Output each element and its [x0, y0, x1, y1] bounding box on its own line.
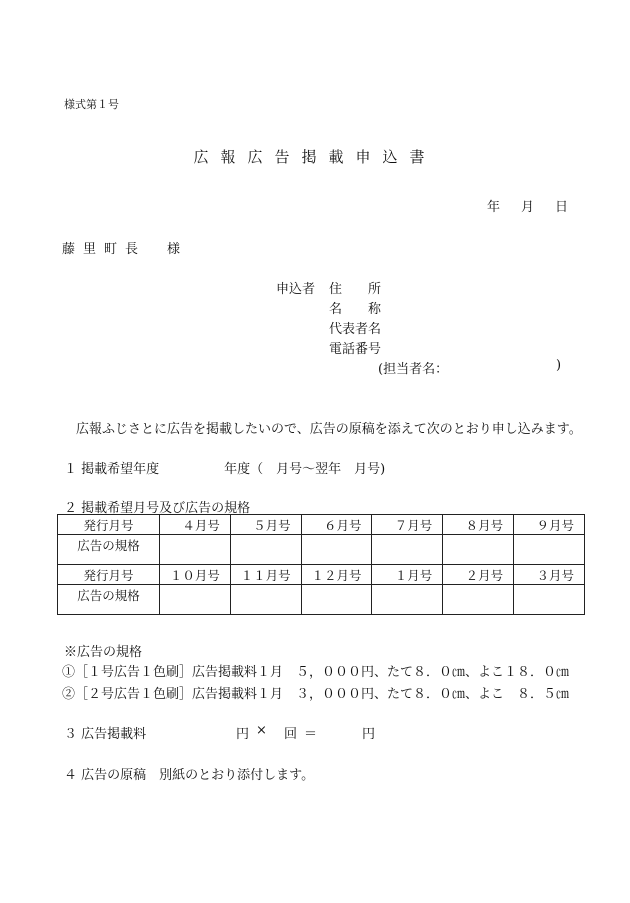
month-cell: ２月号	[443, 565, 514, 585]
applicant-name-label: 名 称	[329, 302, 382, 317]
contact-person-close: )	[556, 358, 562, 373]
spec-label-cell: 広告の規格	[58, 535, 160, 565]
spec-input-cell[interactable]	[301, 535, 372, 565]
spec-input-cell[interactable]	[514, 585, 585, 615]
applicant-label: 申込者	[276, 282, 316, 297]
spec-line-1: ①［１号広告１色刷］広告掲載料１月 ５，０００円、たて８．０㎝、よこ１８．０㎝	[62, 665, 570, 680]
month-cell: １０月号	[160, 565, 231, 585]
table-row	[58, 565, 585, 585]
spec-label-cell: 広告の規格	[58, 585, 160, 615]
spec-input-cell[interactable]	[230, 585, 301, 615]
spec-input-cell[interactable]	[230, 535, 301, 565]
month-cell: ６月号	[301, 515, 372, 535]
section-desired-issues-heading: ２ 掲載希望月号及び広告の規格	[64, 501, 251, 516]
spec-input-cell[interactable]	[160, 535, 231, 565]
month-cell: １月号	[372, 565, 443, 585]
fee-count-unit: 回	[284, 727, 298, 742]
section-desired-year: １ 掲載希望年度 年度（ 月号～翌年 月号)	[64, 462, 386, 477]
table-row	[58, 515, 585, 535]
spec-input-cell[interactable]	[372, 535, 443, 565]
applicant-representative-label: 代表者名	[329, 322, 382, 337]
month-cell: ５月号	[230, 515, 301, 535]
month-cell: ８月号	[443, 515, 514, 535]
spec-line-2: ②［２号広告１色刷］広告掲載料１月 ３，０００円、たて８．０㎝、よこ ８．５㎝	[62, 687, 570, 702]
month-cell: １１月号	[230, 565, 301, 585]
application-statement: 広報ふじさとに広告を掲載したいので、広告の原稿を添えて次のとおり申し込みます。	[76, 422, 582, 437]
spec-input-cell[interactable]	[443, 535, 514, 565]
applicant-address-label: 住 所	[329, 282, 382, 297]
section-fee-label: ３ 広告掲載料	[64, 727, 147, 742]
issue-spec-table	[57, 514, 585, 615]
table-row	[58, 535, 585, 565]
issue-label-cell: 発行月号	[58, 515, 160, 535]
spec-input-cell[interactable]	[443, 585, 514, 615]
table-row	[58, 585, 585, 615]
fee-total-unit: 円	[362, 727, 376, 742]
fee-yen-unit: 円	[236, 727, 250, 742]
form-number: 様式第１号	[64, 98, 119, 111]
spec-input-cell[interactable]	[372, 585, 443, 615]
spec-input-cell[interactable]	[160, 585, 231, 615]
spec-input-cell[interactable]	[301, 585, 372, 615]
page-title: 広報広告掲載申込書	[193, 148, 437, 166]
issue-label-cell: 発行月号	[58, 565, 160, 585]
contact-person-label: (担当者名：	[378, 362, 449, 377]
date-line: 年 月 日	[486, 200, 572, 215]
spec-input-cell[interactable]	[514, 535, 585, 565]
addressee: 藤里町長 様	[62, 242, 189, 257]
section-manuscript: ４ 広告の原稿 別紙のとおり添付します。	[64, 768, 315, 783]
month-cell: １２月号	[301, 565, 372, 585]
fee-times-sign: ×	[256, 723, 267, 738]
month-cell: ９月号	[514, 515, 585, 535]
fee-equals-sign: ＝	[304, 727, 318, 742]
month-cell: ３月号	[514, 565, 585, 585]
spec-note-heading: ※広告の規格	[64, 645, 143, 660]
month-cell: ７月号	[372, 515, 443, 535]
month-cell: ４月号	[160, 515, 231, 535]
applicant-phone-label: 電話番号	[329, 342, 382, 357]
